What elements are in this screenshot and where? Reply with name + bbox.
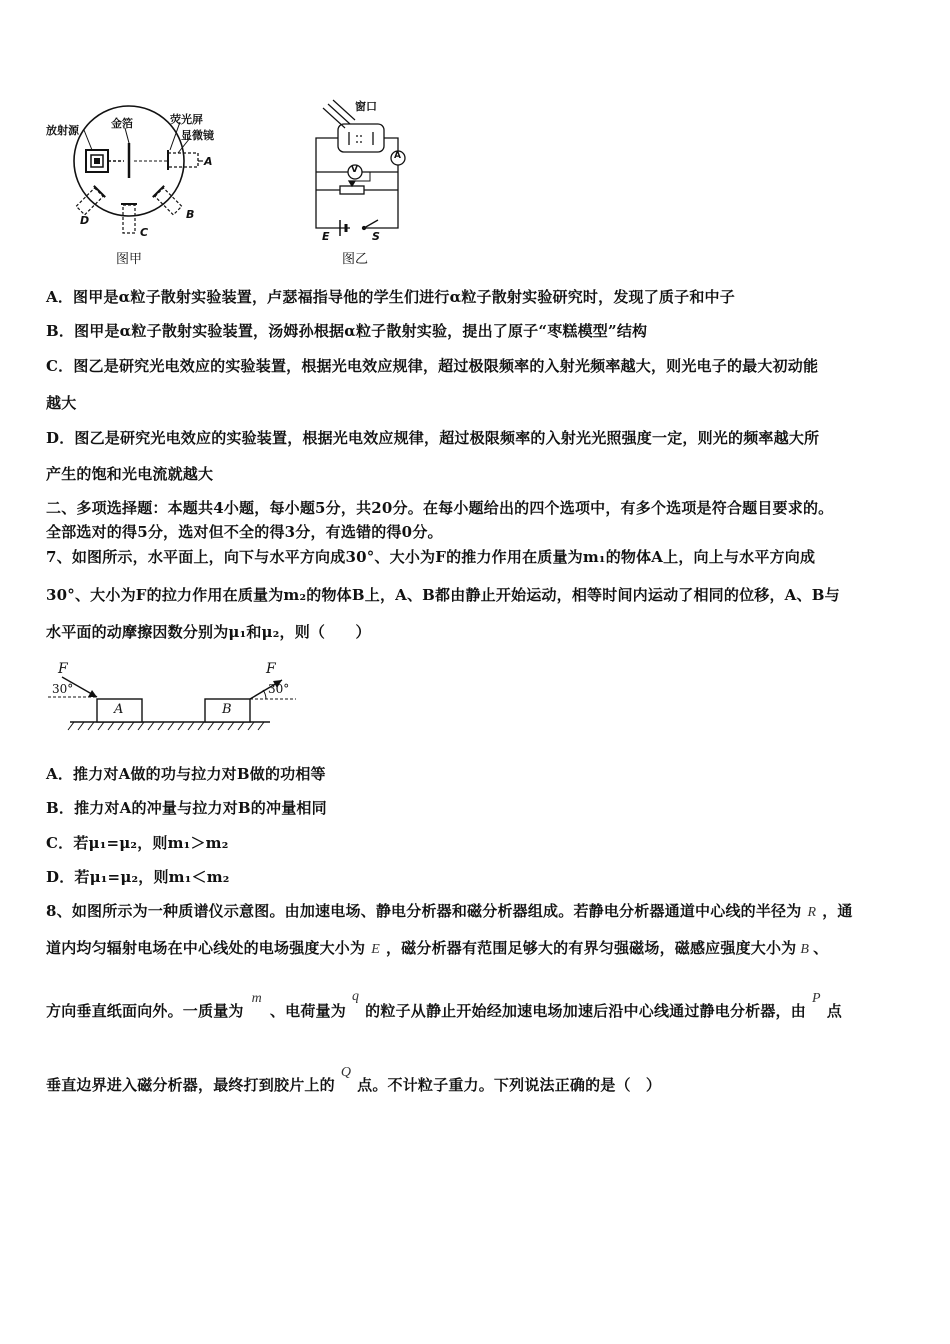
label-voltmeter: V bbox=[351, 165, 358, 175]
q8-line3 bbox=[46, 989, 842, 1021]
q8-symbol-q: q bbox=[351, 989, 360, 1004]
q8-line3-mid2: 的粒子从静止开始经加速电场加速后沿中心线通过静电分析器，由 bbox=[365, 1002, 806, 1020]
label-S: S bbox=[372, 230, 380, 243]
q8-line3-mid1: 、电荷量为 bbox=[269, 1002, 346, 1020]
q8-line3-end: 点 bbox=[826, 1002, 842, 1020]
q7-label-F-right: F bbox=[266, 661, 276, 677]
q7-force-diagram bbox=[48, 677, 296, 730]
q7-block-A-label: A bbox=[114, 702, 124, 717]
q8-symbol-P: P bbox=[811, 991, 821, 1006]
q6-option-C-line2: 越大 bbox=[46, 394, 77, 412]
label-source: 放射源 bbox=[46, 124, 79, 137]
caption-jia: 图甲 bbox=[116, 252, 143, 267]
q6-option-D-line2: 产生的饱和光电流就越大 bbox=[46, 465, 214, 483]
q8-line1-end: ，通 bbox=[822, 902, 853, 920]
label-E: E bbox=[322, 230, 330, 243]
phototube bbox=[338, 124, 384, 152]
q8-line1-text: 8、如图所示为一种质谱仪示意图。由加速电场、静电分析器和磁分析器组成。若静电分析器通道中心线的半径为 bbox=[46, 902, 802, 920]
label-foil: 金箔 bbox=[111, 117, 133, 130]
photoelectric-circuit bbox=[316, 100, 405, 236]
q8-line3-text: 方向垂直纸面向外。一质量为 bbox=[46, 1002, 244, 1020]
q8-line1 bbox=[46, 900, 853, 921]
q8-line2-text: 道内均匀辐射电场在中心线处的电场强度大小为 bbox=[46, 939, 366, 957]
q6-option-D-line1: D．图乙是研究光电效应的实验装置，根据光电效应规律，超过极限频率的入射光光照强度一定，则光的频率越大所 bbox=[46, 429, 820, 447]
q7-line1: 7、如图所示，水平面上，向下与水平方向成30°、大小为F的推力作用在质量为m₁的物体A上，向上与水平方向成 bbox=[46, 548, 816, 566]
label-B: B bbox=[186, 208, 195, 221]
microscope-B bbox=[153, 186, 183, 216]
q8-line2 bbox=[46, 937, 828, 958]
q7-line2: 30°、大小为F的拉力作用在质量为m₂的物体B上，A、B都由静止开始运动，相等时间内运动了相同的位移，A、B与 bbox=[46, 586, 840, 604]
q8-symbol-m: m bbox=[251, 991, 262, 1006]
section2-line1: 二、多项选择题：本题共4小题，每小题5分，共20分。在每小题给出的四个选项中，有多个选项是符合题目要求的。 bbox=[46, 499, 834, 517]
label-ammeter: A bbox=[394, 151, 401, 161]
q7-option-A: A．推力对A做的功与拉力对B做的功相等 bbox=[46, 765, 326, 783]
q8-symbol-E: E bbox=[371, 942, 380, 957]
q8-symbol-R: R bbox=[807, 905, 817, 920]
label-C: C bbox=[140, 226, 149, 239]
q7-label-F-left: F bbox=[58, 661, 68, 677]
label-window: 窗口 bbox=[355, 100, 377, 113]
q8-line2-end: 、 bbox=[813, 939, 829, 957]
microscope-D bbox=[75, 186, 105, 216]
q6-option-B: B．图甲是α粒子散射实验装置，汤姆孙根据α粒子散射实验，提出了原子“枣糕模型”结构 bbox=[46, 322, 648, 340]
q7-block-B-label: B bbox=[222, 702, 232, 717]
microscope-C bbox=[121, 204, 137, 233]
label-microscope: 显微镜 bbox=[181, 129, 214, 142]
q8-symbol-B: B bbox=[800, 942, 810, 957]
q7-option-B: B．推力对A的冲量与拉力对B的冲量相同 bbox=[46, 799, 327, 817]
caption-yi: 图乙 bbox=[342, 252, 369, 267]
q8-line4-text: 垂直边界进入磁分析器，最终打到胶片上的 bbox=[46, 1076, 335, 1094]
q7-line3: 水平面的动摩擦因数分别为μ₁和μ₂，则（ ） bbox=[46, 623, 371, 641]
q8-line2-mid: ，磁分析器有范围足够大的有界匀强磁场，磁感应强度大小为 bbox=[385, 939, 797, 957]
section2-line2: 全部选对的得5分，选对但不全的得3分，有选错的得0分。 bbox=[46, 523, 443, 541]
switch bbox=[364, 220, 378, 228]
label-D: D bbox=[80, 214, 90, 227]
q8-symbol-Q: Q bbox=[340, 1065, 352, 1080]
q7-angle-right: 30° bbox=[268, 682, 290, 696]
label-screen: 荧光屏 bbox=[170, 113, 203, 126]
q6-option-C-line1: C．图乙是研究光电效应的实验装置，根据光电效应规律，超过极限频率的入射光频率越大，则光电子的最大初动能 bbox=[46, 357, 819, 375]
q7-angle-left: 30° bbox=[52, 682, 74, 696]
label-A: A bbox=[204, 155, 213, 168]
q7-option-D: D．若μ₁=μ₂，则m₁＜m₂ bbox=[46, 868, 230, 886]
q6-option-A: A．图甲是α粒子散射实验装置，卢瑟福指导他的学生们进行α粒子散射实验研究时，发现了质子和中子 bbox=[46, 288, 735, 306]
q8-line4-end: 点。不计粒子重力。下列说法正确的是（ ） bbox=[357, 1076, 662, 1094]
q7-option-C: C．若μ₁=μ₂，则m₁＞m₂ bbox=[46, 834, 229, 852]
q8-line4 bbox=[46, 1065, 662, 1095]
